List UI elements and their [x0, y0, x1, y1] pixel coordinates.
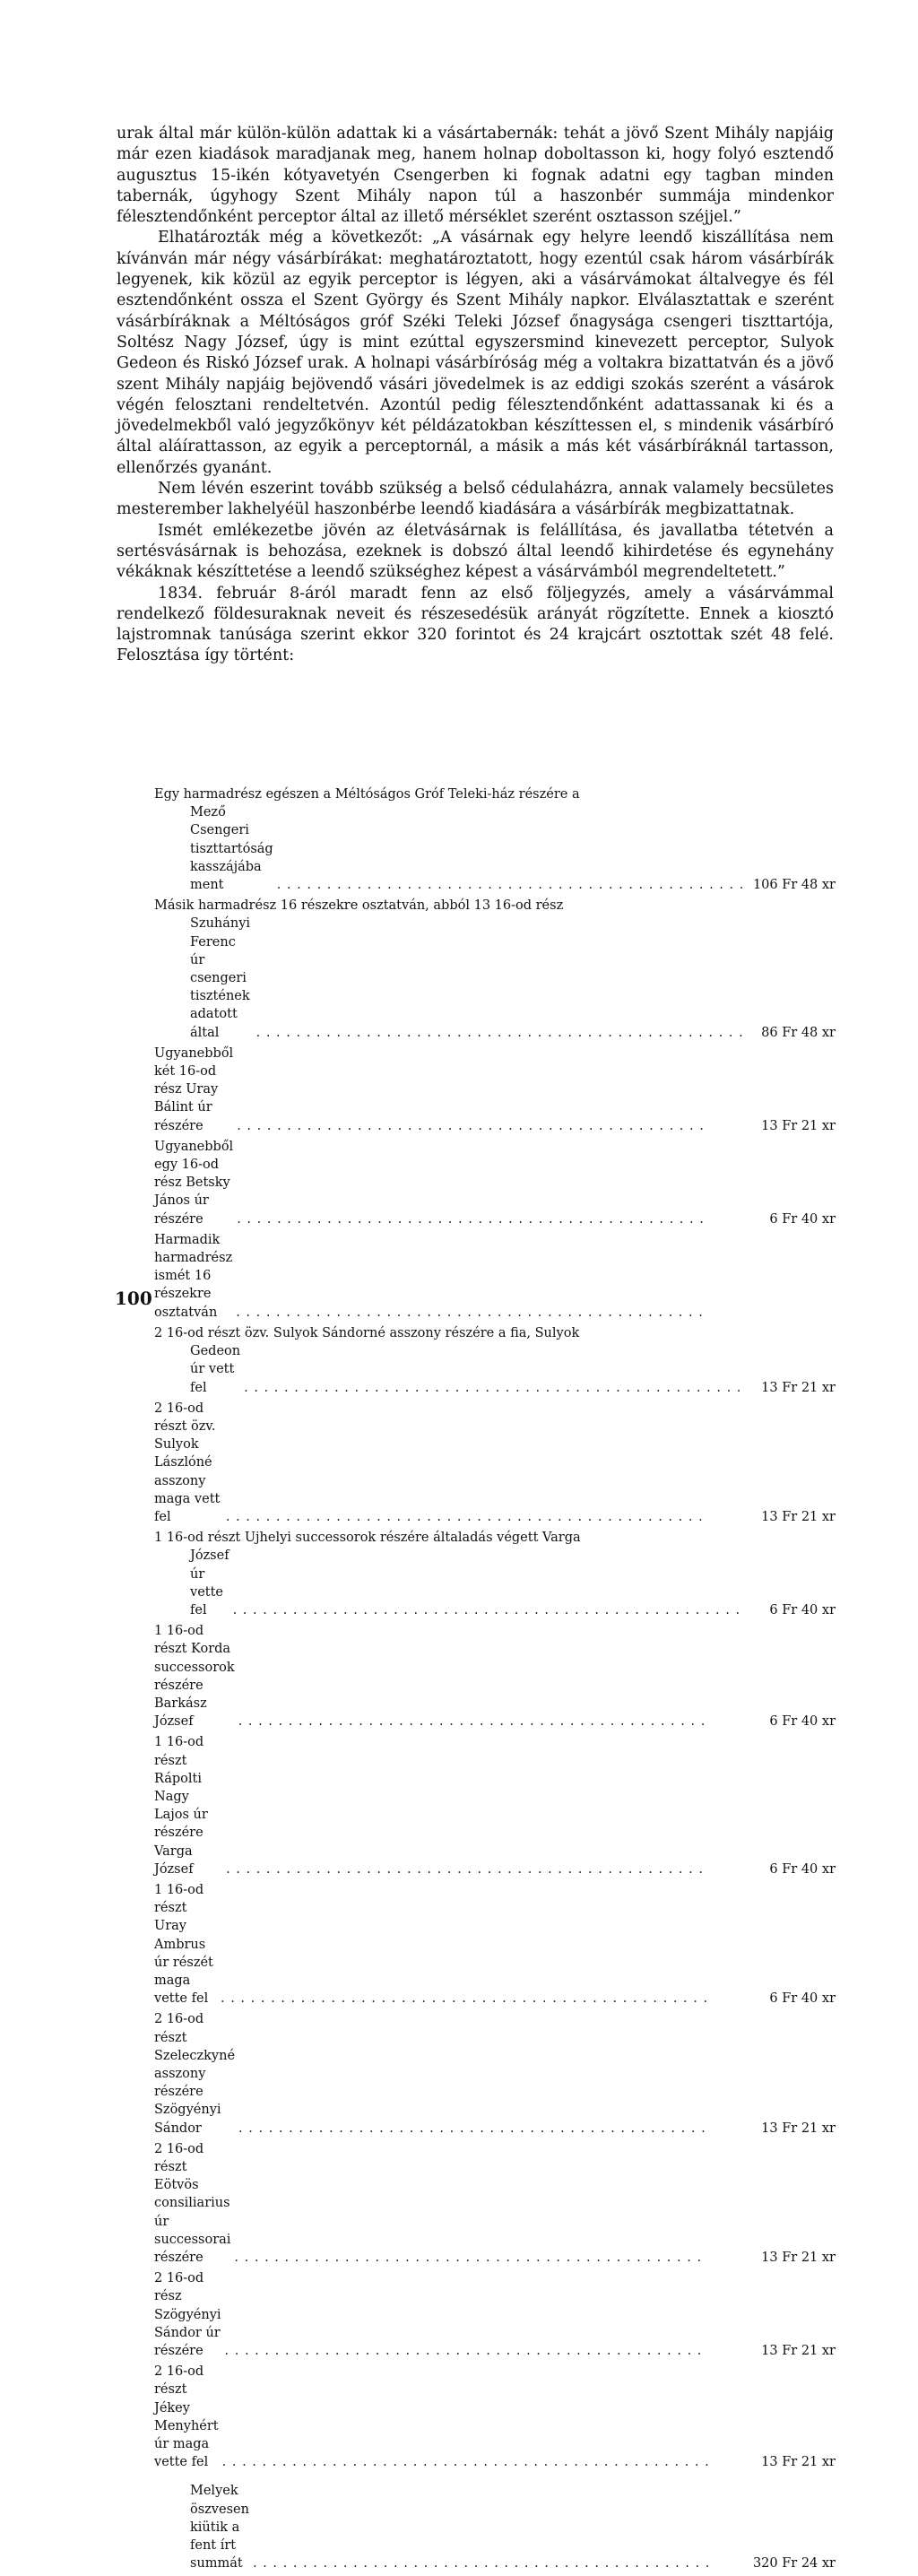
- ledger-amount: 13 Fr 21 xr: [761, 2121, 836, 2136]
- leader-dots: [225, 2342, 708, 2360]
- ledger-entry: [154, 1881, 836, 2008]
- ledger-line: [154, 1547, 836, 1619]
- ledger-amount: 86 Fr 48 xr: [761, 1025, 836, 1040]
- leader-dots: [221, 1990, 708, 2008]
- ledger-line: [154, 1622, 836, 1730]
- leader-dots: [277, 876, 744, 894]
- ledger-entry: [154, 2363, 836, 2471]
- ledger-entry: [154, 1622, 836, 1730]
- ledger-amount: 13 Fr 21 xr: [761, 1509, 836, 1524]
- ledger-line: [154, 2010, 836, 2137]
- ledger-description: [154, 1045, 712, 1135]
- ledger-entry: [154, 2140, 836, 2267]
- ledger-amount: 13 Fr 21 xr: [761, 2251, 836, 2266]
- ledger-text: 2 16-od részt Szeleczkyné asszony részére Szögyényi Sándor: [154, 2012, 236, 2136]
- ledger-entry: [154, 2010, 836, 2137]
- ledger-line: [154, 2363, 836, 2471]
- ledger-line: [154, 1138, 836, 1228]
- ledger-line: [154, 1733, 836, 1878]
- paragraph-3: Nem lévén eszerint tovább szükség a belső cédulaházra, annak valamely becsületes mesterember lakhelyéül haszonbérbe leendő kiadására a vásárbírák megbizattatnak.: [117, 480, 834, 519]
- ledger-text: 1 16-od részt Rápolti Nagy Lajos úr részére Varga József: [154, 1735, 208, 1877]
- ledger-total: [154, 2482, 836, 2572]
- ledger-text: 1 16-od részt Korda successorok részére Barkász József: [154, 1624, 235, 1730]
- ledger-entry: [154, 1400, 836, 1526]
- ledger-text: 2 16-od részt Eötvös consiliarius úr successorai részére: [154, 2141, 231, 2266]
- ledger-text: Melyek öszvesen kiütik a fent írt summát: [190, 2484, 249, 2572]
- leader-dots: [237, 1210, 708, 1228]
- ledger-text: Harmadik harmadrész ismét 16 részekre osztatván: [154, 1232, 233, 1320]
- ledger-text: 2 16-od rész Szögyényi Sándor úr részére: [154, 2271, 221, 2359]
- ledger-lead-line: 2 16-od részt özv. Sulyok Sándorné asszony részére a fia, Sulyok: [154, 1325, 580, 1340]
- ledger-description: [190, 1547, 748, 1619]
- page-number: 100: [115, 1288, 152, 1309]
- paragraph-4: Ismét emlékezetbe jövén az életvásárnak is felállítása, és javallatba tétetvén a sertésvásárnak is behozása, ezeknek is dobszó által leendő kihirdetése és egynehány vékáknak készíttetése a leendő szükséghez képest a vásárvámból megrendeltetett.”: [117, 521, 834, 582]
- ledger-text: Mező Csengeri tiszttartóság kasszájába ment: [190, 805, 273, 893]
- ledger-description: [154, 2482, 712, 2572]
- ledger-text: 2 16-od részt Jékey Menyhért úr maga vette fel: [154, 2364, 219, 2470]
- leader-dots: [238, 1713, 708, 1730]
- ledger-description: [190, 915, 748, 1041]
- ledger-lead-line: 1 16-od részt Ujhelyi successorok részére általadás végett Varga: [154, 1531, 581, 1546]
- ledger-amount: 6 Fr 40 xr: [769, 1211, 836, 1227]
- ledger-entry: [154, 897, 836, 1042]
- ledger-entry: [154, 1231, 836, 1322]
- ledger-lead-line: Másik harmadrész 16 részekre osztatván, abból 13 16-od rész: [154, 898, 564, 914]
- leader-dots: [244, 1379, 744, 1397]
- ledger-line: [154, 1045, 836, 1135]
- paragraph-1: urak által már külön-külön adattak ki a vásártabernák: tehát a jövő Szent Mihály napjáig már ezen kiadások maradjanak meg, hanem holnap doboltasson ki, hogy folyó esztendő augusztus 15-ikén kótyavetyén Csengerben ki fognak adatni egy tagban minden tabernák, úgyhogy Szent Mihály napon túl a haszonbér summája mindenkor félesztendőnként perceptor által az illető mérséklet szerént osztasson széjjel.”: [117, 125, 834, 227]
- paragraph-5: 1834. február 8-áról maradt fenn az első följegyzés, amely a vásárvámmal rendelkező földesuraknak neveit és részesedésük arányát rögzítette. Ennek a kiosztó lajstromnak tanúsága szerint ekkor 320 forintot és 24 krajcárt osztottak szét 48 felé. Felosztása így történt:: [117, 584, 834, 665]
- ledger-amount: 13 Fr 21 xr: [761, 1380, 836, 1395]
- ledger-amount: 13 Fr 21 xr: [761, 2455, 836, 2470]
- ledger-amount: 106 Fr 48 xr: [752, 878, 836, 893]
- ledger-line: [154, 803, 836, 894]
- ledger-entry: [154, 1045, 836, 1135]
- ledger-description: [154, 1400, 712, 1526]
- ledger-line: [154, 915, 836, 1041]
- ledger-text: Szuhányi Ferenc úr csengeri tisztének adatott által: [190, 916, 251, 1040]
- distribution-ledger: [154, 785, 836, 2576]
- ledger-amount: 320 Fr 24 xr: [752, 2556, 836, 2572]
- ledger-amount: 6 Fr 40 xr: [769, 1602, 836, 1618]
- ledger-description: [154, 2010, 712, 2137]
- ledger-description: [154, 1138, 712, 1228]
- ledger-line: [154, 1881, 836, 2008]
- ledger-line: [154, 2269, 836, 2360]
- ledger-text: Ugyanebből két 16-od rész Uray Bálint úr részére: [154, 1045, 234, 1133]
- leader-dots: [256, 1024, 744, 1042]
- ledger-text: Gedeon úr vett fel: [190, 1344, 241, 1395]
- ledger-entry: [154, 1138, 836, 1228]
- ledger-description: [154, 1622, 712, 1730]
- ledger-description: [154, 1881, 712, 2008]
- leader-dots: [233, 1601, 744, 1619]
- ledger-entry: [154, 1733, 836, 1878]
- ledger-text: 1 16-od részt Uray Ambrus úr részét maga vette fel: [154, 1882, 213, 2007]
- leader-dots: [253, 2554, 708, 2572]
- ledger-amount: 13 Fr 21 xr: [761, 1118, 836, 1133]
- leader-dots: [236, 1304, 708, 1322]
- ledger-entry: [154, 1324, 836, 1397]
- ledger-line: [154, 1400, 836, 1526]
- ledger-description: [154, 1231, 712, 1322]
- paragraph-2: Elhatározták még a következőt: „A vásárnak egy helyre leendő kiszállítása nem kívánván már négy vásárbírákat: meghatároztatott, hogy ezentúl csak három vásárbírák legyenek, kik közül az egyik perceptor is légyen, aki a vásárvámokat általvegye és fél esztendőnként ossza el Szent György és Szent Mihály napkor. Elválasztattak e szerént vásárbíráknak a Méltóságos gróf Széki Teleki József őnagysága csengeri tiszttartója, Soltész Nagy József, úgy is mint ezúttal egyszersmind kinevezett perceptor, Sulyok Gedeon és Riskó József urak. A holnapi vásárbíróság még a voltakra bizattatván és a jövő szent Mihály napjáig bejövendő vásári jövedelmek is az eddigi szokás szerént a vásárok végén felosztani rendeltetvén. Azontúl pedig félesztendőnként adattassanak ki és a jövedelmekből való jegyzőkönyv két példázatokban készíttessen el, s mindenik vásárbíró által aláírattasson, az egyik a perceptornál, a másik a más két vásárbíráknál tartasson, ellenőrzés gyanánt.: [117, 229, 834, 477]
- ledger-text: 2 16-od részt özv. Sulyok Lászlóné asszony maga vett fel: [154, 1401, 221, 1524]
- ledger-description: [154, 2269, 712, 2360]
- ledger-entry: [154, 785, 836, 894]
- leader-dots: [226, 1860, 708, 1878]
- ledger-amount: 13 Fr 21 xr: [761, 2344, 836, 2359]
- ledger-entry: [154, 2269, 836, 2360]
- leader-dots: [237, 1117, 708, 1135]
- ledger-entry: [154, 1529, 836, 1619]
- ledger-description: [154, 2363, 712, 2471]
- ledger-line: [154, 2482, 836, 2572]
- ledger-amount: 6 Fr 40 xr: [769, 1991, 836, 2007]
- leader-dots: [234, 2249, 708, 2267]
- ledger-lead-line: Egy harmadrész egészen a Méltóságos Gróf Teleki-ház részére a: [154, 787, 580, 802]
- leader-dots: [226, 1508, 708, 1526]
- ledger-description: [190, 803, 748, 894]
- ledger-line: [154, 1231, 836, 1322]
- ledger-description: [190, 1342, 748, 1397]
- ledger-description: [154, 2140, 712, 2267]
- leader-dots: [238, 2120, 708, 2138]
- leader-dots: [222, 2453, 708, 2471]
- ledger-amount: 6 Fr 40 xr: [769, 1861, 836, 1877]
- ledger-text: Ugyanebből egy 16-od rész Betsky János úr részére: [154, 1139, 234, 1227]
- ledger-description: [154, 1733, 712, 1878]
- ledger-amount: 6 Fr 40 xr: [769, 1714, 836, 1730]
- body-text: [117, 124, 834, 667]
- ledger-text: József úr vette fel: [190, 1548, 230, 1618]
- ledger-line: [154, 1342, 836, 1397]
- ledger-line: [154, 2140, 836, 2267]
